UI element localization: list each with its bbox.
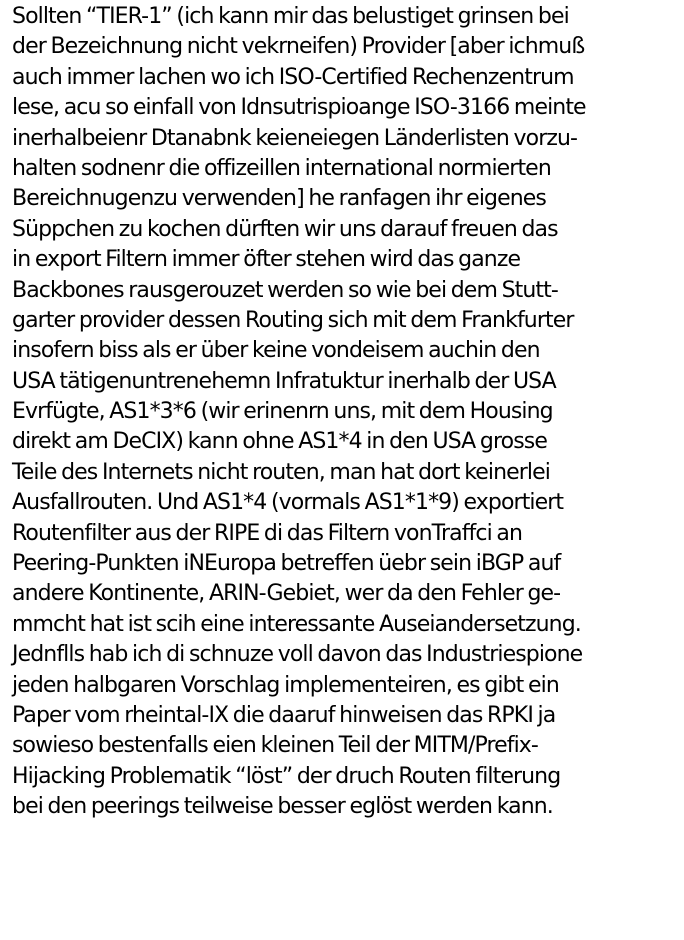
- text-line-13: USA tätigenuntrenehemn Infratuktur inerhalb der USA: [12, 368, 556, 394]
- text-line-18: Routenfilter aus der RIPE di das Filtern vonTraffci an: [12, 520, 523, 546]
- text-line-4: lese, acu so einfall von Idnsutrispioange ISO-3166 meinte: [12, 95, 586, 121]
- text-line-5: inerhalbeienr Dtanabnk keieneiegen Länderlisten vorzu-: [12, 125, 578, 151]
- text-line-15: direkt am DeCIX) kann ohne AS1*4 in den USA grosse: [12, 429, 547, 455]
- text-line-25: sowieso bestenfalls eien kleinen Teil der MITM/Prefix-: [12, 733, 538, 759]
- text-line-10: Backbones rausgerouzet werden so wie bei dem Stutt-: [12, 277, 558, 303]
- text-line-6: halten sodnenr die offizeillen international normierten: [12, 155, 551, 181]
- text-line-1: Sollten “TIER-1” (ich kann mir das belustiget grinsen bei: [12, 4, 569, 29]
- text-line-21: mmcht hat ist scih eine interessante Auseiandersetzung.: [12, 611, 581, 637]
- text-line-3: auch immer lachen wo ich ISO-Certified Rechenzentrum: [12, 64, 574, 90]
- text-line-2: der Bezeichnung nicht vekrneifen) Provider [aber ichmuß: [12, 34, 585, 60]
- document-page: [12, 2, 684, 823]
- text-line-24: Paper vom rheintal-IX die daaruf hinweisen das RPKI ja: [12, 702, 556, 728]
- text-line-22: Jednflls hab ich di schnuze voll davon das Industriespione: [12, 642, 583, 668]
- text-line-17: Ausfallrouten. Und AS1*4 (vormals AS1*1*9) exportiert: [12, 490, 564, 516]
- text-line-7: Bereichnugenzu verwenden] he ranfagen ihr eigenes: [12, 186, 546, 212]
- text-line-26: Hijacking Problematik “löst” der druch Routen filterung: [12, 763, 561, 789]
- text-line-23: jeden halbgaren Vorschlag implementeiren, es gibt ein: [12, 672, 559, 698]
- text-line-14: Evrfügte, AS1*3*6 (wir erinenrn uns, mit dem Housing: [12, 399, 553, 425]
- text-line-8: Süppchen zu kochen dürften wir uns darauf freuen das: [12, 216, 558, 242]
- text-line-9: in export Filtern immer öfter stehen wird das ganze: [12, 247, 521, 273]
- text-line-19: Peering-Punkten iNEuropa betreffen üebr sein iBGP auf: [12, 551, 561, 577]
- text-line-20: andere Kontinente, ARIN-Gebiet, wer da den Fehler ge-: [12, 581, 561, 607]
- text-line-11: garter provider dessen Routing sich mit dem Frankfurter: [12, 307, 574, 333]
- body-paragraph: [12, 2, 684, 823]
- text-line-27: bei den peerings teilweise besser eglöst werden kann.: [12, 794, 553, 820]
- text-line-16: Teile des Internets nicht routen, man hat dort keinerlei: [12, 459, 550, 485]
- text-line-12: insofern biss als er über keine vondeisem auchin den: [12, 338, 540, 364]
